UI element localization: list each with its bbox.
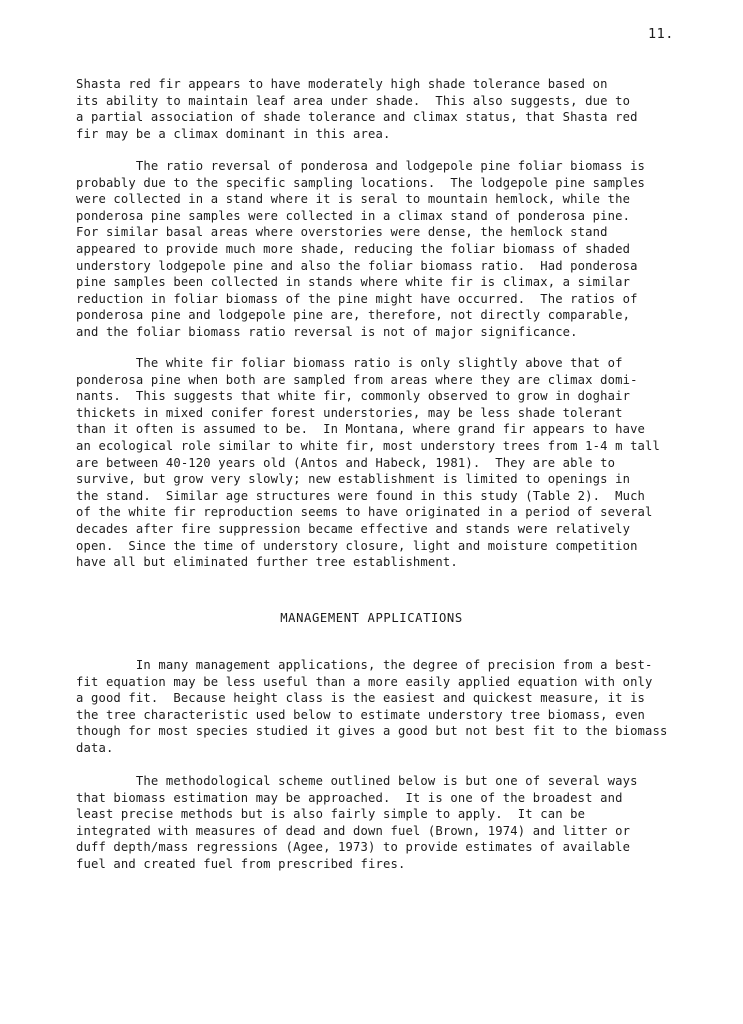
text-line: open. Since the time of understory closure, light and moisture competition [76, 538, 638, 553]
text-line: a partial association of shade tolerance and climax status, that Shasta red [76, 110, 638, 125]
text-line: were collected in a stand where it is seral to mountain hemlock, while the [76, 192, 631, 207]
text-line: an ecological role similar to white fir, most understory trees from 1-4 m tall [76, 438, 661, 453]
text-line: nants. This suggests that white fir, commonly observed to grow in doghair [76, 389, 631, 404]
text-line: integrated with measures of dead and down fuel (Brown, 1974) and litter or [76, 823, 631, 838]
text-line: ponderosa pine samples were collected in a climax stand of ponderosa pine. [76, 208, 631, 223]
text-line: the tree characteristic used below to estimate understory tree biomass, even [76, 707, 646, 722]
text-line: ponderosa pine and lodgepole pine are, therefore, not directly comparable, [76, 308, 631, 323]
text-line: its ability to maintain leaf area under shade. This also suggests, due to [76, 93, 631, 108]
text-line: survive, but grow very slowly; new establishment is limited to openings in [76, 472, 631, 487]
page-number: 11. [648, 26, 674, 42]
text-line: fit equation may be less useful than a more easily applied equation with only [76, 674, 653, 689]
text-line: are between 40-120 years old (Antos and Habeck, 1981). They are able to [76, 455, 616, 470]
text-line: than it often is assumed to be. In Montana, where grand fir appears to have [76, 422, 646, 437]
text-line: have all but eliminated further tree establishment. [76, 555, 458, 570]
text-line: the stand. Similar age structures were found in this study (Table 2). Much [76, 488, 646, 503]
text-line: appeared to provide much more shade, reducing the foliar biomass of shaded [76, 241, 631, 256]
text-line: and the foliar biomass ratio reversal is not of major significance. [76, 324, 578, 339]
text-line: fir may be a climax dominant in this area. [76, 126, 391, 141]
paragraph-ratio-reversal [76, 158, 716, 341]
text-line: The white fir foliar biomass ratio is only slightly above that of [76, 356, 623, 370]
text-line: decades after fire suppression became effective and stands were relatively [76, 521, 631, 536]
paragraph-methodology [76, 773, 716, 873]
section-heading: MANAGEMENT APPLICATIONS [280, 611, 463, 625]
paragraph-white-fir [76, 355, 716, 571]
text-line: fuel and created fuel from prescribed fires. [76, 856, 406, 871]
text-line: probably due to the specific sampling locations. The lodgepole pine samples [76, 175, 646, 190]
text-line: understory lodgepole pine and also the foliar biomass ratio. Had ponderosa [76, 258, 638, 273]
paragraph-management [76, 657, 716, 757]
text-line: though for most species studied it gives a good but not best fit to the biomass [76, 724, 668, 739]
text-line: In many management applications, the degree of precision from a best- [76, 658, 653, 672]
text-line: Shasta red fir appears to have moderately high shade tolerance based on [76, 77, 608, 91]
text-line: a good fit. Because height class is the easiest and quickest measure, it is [76, 691, 646, 706]
text-line: For similar basal areas where overstories were dense, the hemlock stand [76, 225, 608, 240]
text-line: pine samples been collected in stands where white fir is climax, a similar [76, 275, 631, 290]
text-line: duff depth/mass regressions (Agee, 1973) to provide estimates of available [76, 840, 631, 855]
text-line: ponderosa pine when both are sampled from areas where they are climax domi- [76, 372, 638, 387]
text-line: that biomass estimation may be approached. It is one of the broadest and [76, 790, 623, 805]
text-line: The ratio reversal of ponderosa and lodgepole pine foliar biomass is [76, 159, 646, 173]
text-line: The methodological scheme outlined below is but one of several ways [76, 774, 638, 788]
text-line: thickets in mixed conifer forest understories, may be less shade tolerant [76, 405, 623, 420]
text-line: data. [76, 740, 114, 755]
paragraph-shasta-red-fir [76, 76, 716, 142]
text-line: reduction in foliar biomass of the pine might have occurred. The ratios of [76, 291, 638, 306]
text-line: least precise methods but is also fairly simple to apply. It can be [76, 807, 586, 822]
text-line: of the white fir reproduction seems to have originated in a period of several [76, 505, 653, 520]
